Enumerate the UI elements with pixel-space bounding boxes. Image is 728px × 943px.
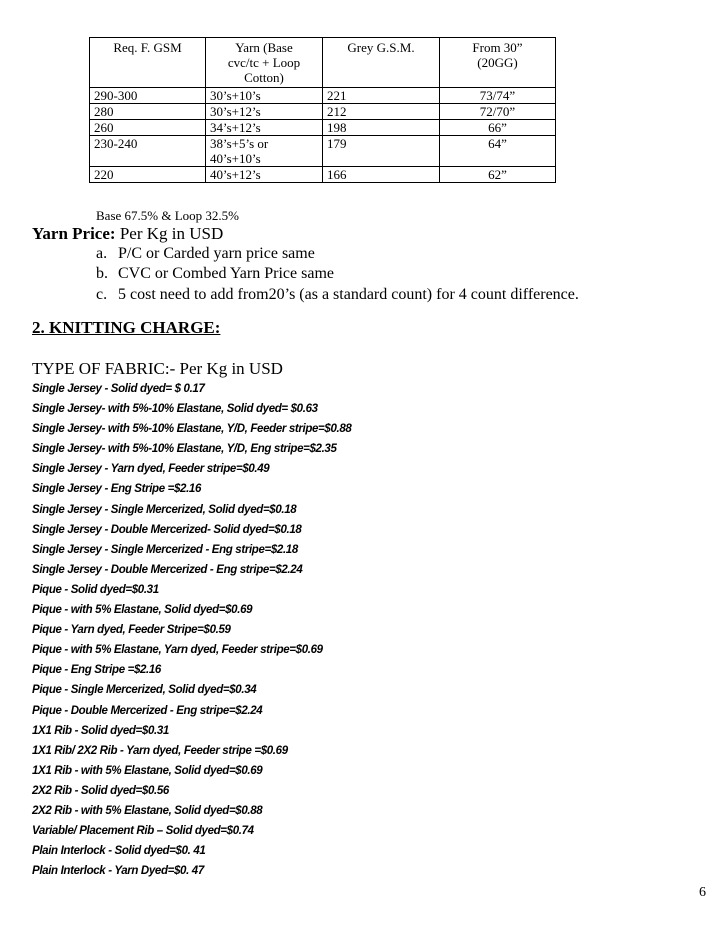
cell-grey: 212 xyxy=(323,104,440,120)
header-from-30: From 30” (20GG) xyxy=(440,38,556,88)
cell-gsm: 280 xyxy=(90,104,206,120)
list-item: 2X2 Rib - with 5% Elastane, Solid dyed=$0.88 xyxy=(32,804,263,817)
table-row xyxy=(90,120,556,136)
list-item: Plain Interlock - Solid dyed=$0. 41 xyxy=(32,845,206,858)
table-header-row xyxy=(90,38,556,88)
yarn-price-list xyxy=(96,244,579,305)
list-item: 2X2 Rib - Solid dyed=$0.56 xyxy=(32,784,169,797)
cell-from: 72/70” xyxy=(440,104,556,120)
list-item: Pique - with 5% Elastane, Yarn dyed, Feeder stripe=$0.69 xyxy=(32,644,323,657)
list-item: 1X1 Rib - with 5% Elastane, Solid dyed=$0.69 xyxy=(32,764,263,777)
yarn-price-label: Yarn Price: xyxy=(32,224,116,243)
page-number: 6 xyxy=(699,885,706,900)
cell-grey: 166 xyxy=(323,167,440,183)
yarn-price-text: Per Kg in USD xyxy=(115,224,224,243)
table-row xyxy=(90,88,556,104)
list-marker: c. xyxy=(96,285,108,303)
list-item: Pique - Solid dyed=$0.31 xyxy=(32,583,159,596)
header-yarn: Yarn (Base cvc/tc + Loop Cotton) xyxy=(206,38,323,88)
list-item: Single Jersey - Yarn dyed, Feeder stripe=$0.49 xyxy=(32,463,270,476)
list-item: Pique - Yarn dyed, Feeder Stripe=$0.59 xyxy=(32,624,231,637)
section-title: 2. KNITTING CHARGE: xyxy=(32,318,221,337)
header-req-gsm: Req. F. GSM xyxy=(90,38,206,88)
list-item-text: P/C or Carded yarn price same xyxy=(118,245,315,262)
cell-gsm: 290-300 xyxy=(90,88,206,104)
table-row xyxy=(90,167,556,183)
list-item: Single Jersey - Single Mercerized, Solid dyed=$0.18 xyxy=(32,503,297,516)
list-item: Single Jersey- with 5%-10% Elastane, Solid dyed= $0.63 xyxy=(32,403,318,416)
list-item-text: CVC or Combed Yarn Price same xyxy=(118,265,334,283)
list-item: Single Jersey - Eng Stripe =$2.16 xyxy=(32,483,202,496)
fabric-type-heading: TYPE OF FABRIC:- Per Kg in USD xyxy=(32,359,283,378)
list-item xyxy=(96,285,579,305)
list-item xyxy=(96,244,579,264)
list-item: 1X1 Rib/ 2X2 Rib - Yarn dyed, Feeder stripe =$0.69 xyxy=(32,744,288,757)
cell-grey: 198 xyxy=(323,120,440,136)
list-item: Variable/ Placement Rib – Solid dyed=$0.74 xyxy=(32,825,254,838)
list-item-text: 5 cost need to add from20’s (as a standard count) for 4 count difference. xyxy=(118,285,579,303)
gsm-table xyxy=(89,37,556,183)
header-grey-gsm: Grey G.S.M. xyxy=(323,38,440,88)
cell-yarn: 40’s+12’s xyxy=(206,167,323,183)
list-item: Single Jersey- with 5%-10% Elastane, Y/D, Eng stripe=$2.35 xyxy=(32,443,337,456)
list-item: Single Jersey - Double Mercerized - Eng stripe=$2.24 xyxy=(32,563,303,576)
list-item: Single Jersey - Single Mercerized - Eng stripe=$2.18 xyxy=(32,543,298,556)
list-item xyxy=(96,264,579,284)
cell-from: 62” xyxy=(440,167,556,183)
cell-grey: 179 xyxy=(323,136,440,167)
list-item: 1X1 Rib - Solid dyed=$0.31 xyxy=(32,724,169,737)
cell-gsm: 220 xyxy=(90,167,206,183)
yarn-price-heading xyxy=(32,224,223,243)
list-item: Pique - Eng Stripe =$2.16 xyxy=(32,664,161,677)
cell-yarn: 38’s+5’s or 40’s+10’s xyxy=(206,136,323,167)
list-item: Single Jersey- with 5%-10% Elastane, Y/D, Feeder stripe=$0.88 xyxy=(32,423,352,436)
list-marker: b. xyxy=(96,265,108,283)
knitting-charge-list xyxy=(32,379,351,881)
cell-yarn: 30’s+10’s xyxy=(206,88,323,104)
table-row xyxy=(90,104,556,120)
list-item: Single Jersey - Double Mercerized- Solid dyed=$0.18 xyxy=(32,523,302,536)
base-loop-note: Base 67.5% & Loop 32.5% xyxy=(96,208,239,223)
cell-from: 73/74” xyxy=(440,88,556,104)
table-row xyxy=(90,136,556,167)
list-item: Pique - Double Mercerized - Eng stripe=$2.24 xyxy=(32,704,263,717)
cell-from: 64” xyxy=(440,136,556,167)
cell-grey: 221 xyxy=(323,88,440,104)
cell-from: 66” xyxy=(440,120,556,136)
cell-gsm: 260 xyxy=(90,120,206,136)
list-item: Pique - with 5% Elastane, Solid dyed=$0.69 xyxy=(32,604,253,617)
cell-gsm: 230-240 xyxy=(90,136,206,167)
list-item: Pique - Single Mercerized, Solid dyed=$0.34 xyxy=(32,684,257,697)
list-item: Single Jersey - Solid dyed= $ 0.17 xyxy=(32,383,205,395)
cell-yarn: 30’s+12’s xyxy=(206,104,323,120)
cell-yarn: 34’s+12’s xyxy=(206,120,323,136)
list-marker: a. xyxy=(96,245,108,262)
list-item: Plain Interlock - Yarn Dyed=$0. 47 xyxy=(32,865,204,878)
